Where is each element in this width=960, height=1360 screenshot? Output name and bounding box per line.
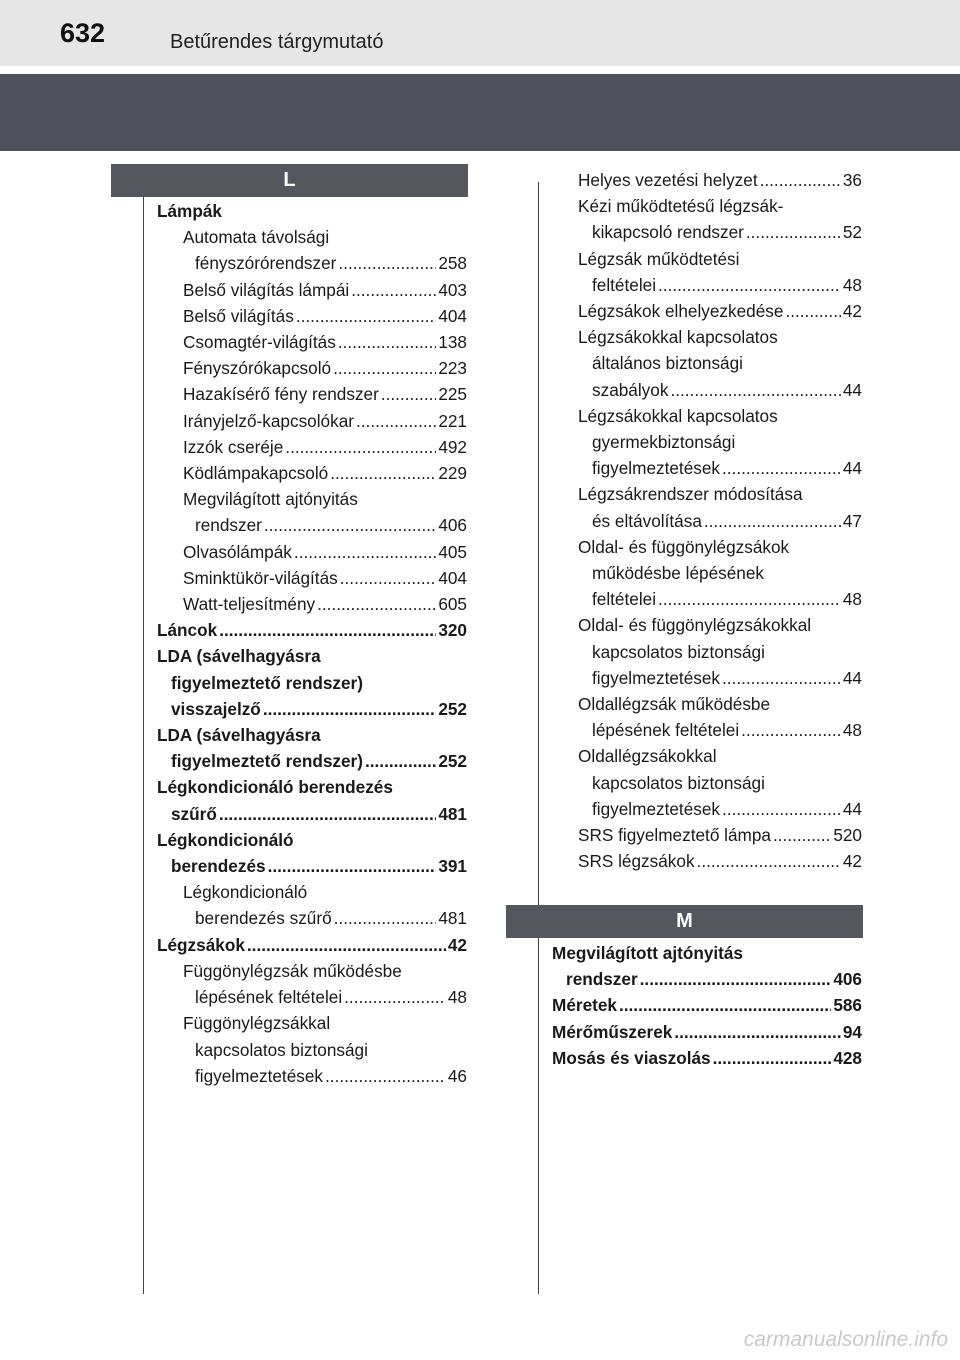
index-entry [157,905,467,931]
index-entry [157,958,467,984]
index-entry [578,534,862,560]
dot-leader [760,167,841,193]
index-entry [157,303,467,329]
index-entry-text: feltételei [592,274,657,295]
index-entry [578,246,862,272]
index-entry-page: 94 [842,1021,862,1042]
index-entry [157,827,467,853]
index-entry-text: SRS figyelmeztető lámpa [578,825,771,846]
index-entry-page: 428 [833,1047,862,1068]
index-entry-page: 258 [438,253,467,274]
dot-leader [333,355,436,381]
section-letter-m [506,905,863,938]
index-entry-page: 44 [842,379,862,400]
index-entry [157,774,467,800]
index-entry-text: berendezés szűrő [195,908,332,929]
index-entry [157,277,467,303]
index-entry [157,696,467,722]
dot-leader [658,586,841,612]
dot-leader [741,717,841,743]
index-entry-text: Légzsák működtetési [578,248,740,269]
index-entry-page: 223 [438,358,467,379]
index-entry-page: 391 [438,856,467,877]
index-entry-text: Automata távolsági [183,227,330,248]
dot-leader [325,1063,446,1089]
index-entry-page: 605 [438,594,467,615]
index-entry [578,429,862,455]
index-entry-text: Légzsákokkal kapcsolatos [578,327,778,348]
index-entry [578,272,862,298]
index-entry-text: Belső világítás [183,305,294,326]
index-entry-text: Csomagtér-világítás [183,332,336,353]
index-entry-text: Oldal- és függönylégzsákok [578,536,790,557]
index-entry [157,932,467,958]
index-entry-text: kapcsolatos biztonsági [592,641,765,662]
index-entry [157,460,467,486]
index-entry-page: 48 [842,589,862,610]
page-number: 632 [60,18,106,48]
index-entry [578,717,862,743]
index-entry-text: visszajelző [171,698,261,719]
dot-leader [340,565,437,591]
index-entry-text: figyelmeztetések [592,667,721,688]
section-letter-l-label: L [283,169,296,191]
index-entry [157,670,467,696]
index-entry-text: rendszer [566,969,638,990]
index-entry [157,801,467,827]
dot-leader [773,822,831,848]
index-entry [578,560,862,586]
index-entry-text: Megvilágított ajtónyitás [552,943,743,963]
index-entry-text: szabályok [592,379,669,400]
index-entry-text: Légzsákok [157,934,245,955]
index-entry [552,940,862,966]
index-entry [578,377,862,403]
index-entry [578,691,862,717]
index-entry [578,586,862,612]
index-entry-page: 46 [447,1065,467,1086]
index-entry-page: 403 [438,279,467,300]
index-entry-page: 42 [842,851,862,872]
dot-leader [247,932,446,958]
index-entry-text: LDA (sávelhagyásra [157,646,321,667]
index-entry [157,329,467,355]
index-entry-page: 520 [833,825,862,846]
header-band [0,74,960,151]
index-entry-text: rendszer [195,515,262,536]
index-entry [157,617,467,643]
index-entry-text: Mérőműszerek [552,1021,673,1042]
dot-leader [338,329,436,355]
dot-leader [670,377,840,403]
index-entry-text: Olvasólámpák [183,541,292,562]
index-entry-page: 229 [438,463,467,484]
index-entry [578,665,862,691]
index-entry-page: 44 [842,667,862,688]
index-entry-text: SRS légzsákok [578,851,695,872]
index-entry [157,1010,467,1036]
dot-leader [704,508,841,534]
dot-leader [746,219,841,245]
dot-leader [268,853,437,879]
index-entry [157,434,467,460]
middle-column-divider [538,182,539,1294]
index-entry [552,966,862,992]
index-entry-text: Légzsákokkal kapcsolatos [578,405,778,426]
index-entry-page: 481 [438,803,467,824]
index-entry-text: Légkondicionáló [183,882,308,903]
index-entry-page: 44 [842,798,862,819]
index-entry-page: 406 [438,515,467,536]
index-entry [578,743,862,769]
index-entry [157,984,467,1010]
index-entry [157,1037,467,1063]
index-entry-text: Függönylégzsákkal [183,1013,331,1034]
left-column-divider [143,182,144,1294]
index-entry-page: 48 [447,987,467,1008]
index-entry-page: 404 [438,305,467,326]
index-entry-page: 52 [842,222,862,243]
index-entry-text: általános biztonsági [592,353,743,374]
index-entry-text: Sminktükör-világítás [183,567,338,588]
dot-leader [619,992,831,1018]
index-entry-text: figyelmeztetések [195,1065,324,1086]
index-entry-text: kapcsolatos biztonsági [592,772,765,793]
index-entry [578,612,862,638]
dot-leader [219,617,436,643]
left-index-column [157,198,467,1089]
index-entry [578,403,862,429]
page-title: Betűrendes tárgymutató [170,31,384,53]
index-entry-page: 492 [438,436,467,457]
index-entry-text: Izzók cseréje [183,436,284,457]
dot-leader [317,591,436,617]
dot-leader [713,1045,832,1071]
right-index-column [578,167,862,874]
index-entry [157,381,467,407]
index-entry-page: 586 [833,995,862,1016]
index-entry-text: lépésének feltételei [592,720,740,741]
index-entry-page: 405 [438,541,467,562]
index-entry-page: 252 [438,751,467,772]
dot-leader [296,303,436,329]
index-entry-text: Belső világítás lámpái [183,279,350,300]
index-entry-text: LDA (sávelhagyásra [157,725,321,746]
index-entry-text: Oldal- és függönylégzsákokkal [578,615,812,636]
index-entry [578,770,862,796]
section-m-index-column [552,940,862,1071]
index-entry-text: lépésének feltételei [195,987,343,1008]
index-entry [578,848,862,874]
dot-leader [344,984,446,1010]
index-entry-text: figyelmeztető rendszer) [171,672,363,693]
index-entry [157,355,467,381]
index-entry-text: Oldallégzsákokkal [578,746,717,767]
index-entry [157,853,467,879]
index-entry-text: Lámpák [157,201,222,221]
dot-leader [351,277,436,303]
index-entry-text: Láncok [157,620,218,641]
index-entry-text: Fényszórókapcsoló [183,358,332,379]
index-entry-text: figyelmeztetések [592,458,721,479]
index-entry-text: Irányjelző-kapcsolókar [183,410,354,431]
index-entry [157,591,467,617]
index-entry-text: Függönylégzsák működésbe [183,960,402,981]
index-entry [157,565,467,591]
index-entry [157,879,467,905]
index-entry [157,224,467,250]
index-entry [157,539,467,565]
watermark: carmanualsonline.info [743,1328,948,1351]
index-entry-text: Légkondicionáló berendezés [157,777,393,798]
index-entry-text: Helyes vezetési helyzet [578,170,758,190]
dot-leader [722,455,841,481]
index-entry-page: 36 [842,170,862,190]
dot-leader [658,272,841,298]
index-entry-page: 42 [447,934,467,955]
index-entry-text: Megvilágított ajtónyitás [183,489,358,510]
index-entry-page: 320 [438,620,467,641]
index-entry-page: 48 [842,720,862,741]
index-entry [578,324,862,350]
index-entry [157,198,467,224]
index-entry [578,481,862,507]
index-entry-text: berendezés [171,856,266,877]
index-entry-text: és eltávolítása [592,510,702,531]
index-entry-page: 406 [833,969,862,990]
index-entry-text: Mosás és viaszolás [552,1047,711,1068]
section-letter-m-label: M [676,910,693,932]
index-entry-text: fényszórórendszer [195,253,337,274]
dot-leader [722,665,841,691]
dot-leader [294,539,436,565]
index-entry [578,298,862,324]
index-entry [157,408,467,434]
index-entry [578,350,862,376]
index-entry [552,1045,862,1071]
dot-leader [640,966,832,992]
index-entry [578,639,862,665]
section-letter-l [111,164,468,197]
dot-leader [285,434,436,460]
dot-leader [330,460,436,486]
index-entry-text: Légkondicionáló [157,829,294,850]
dot-leader [697,848,841,874]
index-entry [157,1063,467,1089]
index-entry-text: Hazakísérő fény rendszer [183,384,379,405]
index-entry [157,722,467,748]
index-entry [578,796,862,822]
index-entry-page: 252 [438,698,467,719]
index-entry-page: 481 [438,908,467,929]
index-entry-text: Ködlámpakapcsoló [183,463,329,484]
dot-leader [674,1019,841,1045]
index-entry-text: szűrő [171,803,217,824]
page-header [0,0,960,66]
index-entry-text: Méretek [552,995,617,1016]
index-entry [552,992,862,1018]
dot-leader [785,298,840,324]
dot-leader [263,696,437,722]
index-entry-text: kikapcsoló rendszer [592,222,744,243]
index-entry-text: feltételei [592,589,657,610]
index-entry [578,167,862,193]
index-entry [157,643,467,669]
dot-leader [219,801,436,827]
dot-leader [338,250,436,276]
dot-leader [264,512,436,538]
dot-leader [722,796,841,822]
index-entry-text: Watt-teljesítmény [183,594,316,615]
index-entry-page: 225 [438,384,467,405]
index-entry [578,455,862,481]
index-entry [578,508,862,534]
index-entry [578,219,862,245]
index-entry [157,512,467,538]
index-entry-text: figyelmeztető rendszer) [171,751,363,772]
index-entry-page: 404 [438,567,467,588]
index-entry-page: 48 [842,274,862,295]
index-entry-text: kapcsolatos biztonsági [195,1039,368,1060]
index-entry [578,193,862,219]
index-entry [157,250,467,276]
dot-leader [334,905,437,931]
index-entry-text: Oldallégzsák működésbe [578,694,771,715]
index-entry-text: működésbe lépésének [592,563,764,584]
dot-leader [381,381,436,407]
index-entry [578,822,862,848]
index-entry-text: Légzsákrendszer módosítása [578,484,803,505]
index-entry-page: 42 [842,301,862,322]
dot-leader [365,748,436,774]
index-entry-text: Légzsákok elhelyezkedése [578,301,784,322]
index-entry-page: 221 [438,410,467,431]
index-entry-text: figyelmeztetések [592,798,721,819]
dot-leader [356,408,436,434]
index-entry [157,486,467,512]
index-entry-page: 44 [842,458,862,479]
index-entry [552,1019,862,1045]
index-entry [157,748,467,774]
index-entry-text: Kézi működtetésű légzsák- [578,196,784,217]
index-entry-text: gyermekbiztonsági [592,432,736,453]
index-entry-page: 138 [438,332,467,353]
index-entry-page: 47 [842,510,862,531]
